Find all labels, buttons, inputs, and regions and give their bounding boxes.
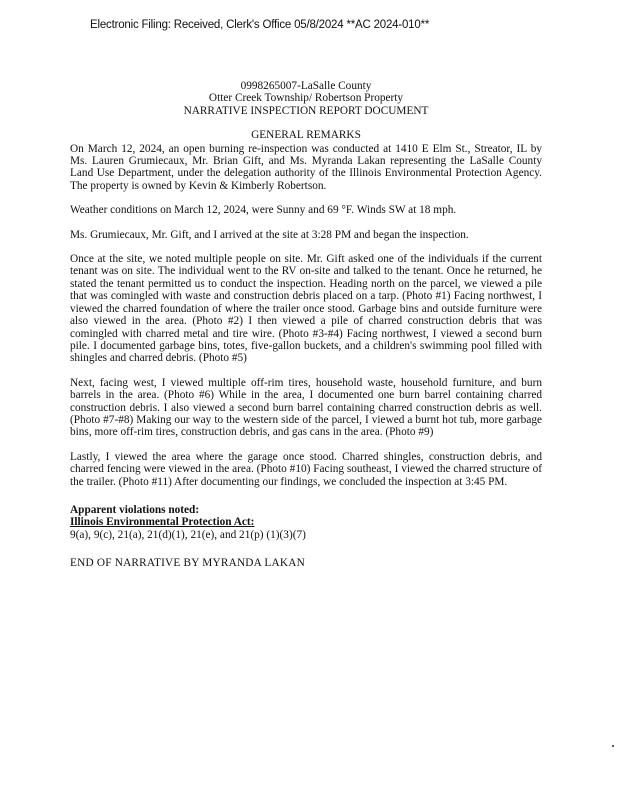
violations-sections: 9(a), 9(c), 21(a), 21(d)(1), 21(e), and 21(p) (1)(3)(7) [70,528,306,541]
paragraph-west: Next, facing west, I viewed multiple off-rim tires, household waste, household furniture, and burn barrels in the area. (Photo #6) While in the area, I documented one burn barrel containing charred construction debris. I also viewed a second burn barrel containing charred construction debris as well. (Photo #7-#8) Making our way to the western side of the parcel, I viewed a burnt hot tub, more garbage bins, more off-rim tires, construction debris, and gas cans in the area. (Photo #9) [70,376,542,439]
header-property-id: 0998265007-LaSalle County [240,80,372,92]
violations-title: Apparent violations noted: [70,503,200,516]
header-doc-title: NARRATIVE INSPECTION REPORT DOCUMENT [183,104,429,117]
violations-act: Illinois Environmental Protection Act: [70,516,255,529]
violations-block [70,504,542,541]
paragraph-intro: On March 12, 2024, an open burning re-inspection was conducted at 1410 E Elm St., Streator, IL by Ms. Lauren Grumiecaux, Mr. Brian Gift, and Ms. Myranda Lakan representing the LaSalle County Land Use Department, under the delegation authority of the Illinois Environmental Protection Agency. The property is owned by Kevin & Kimberly Robertson. [70,142,542,192]
paragraph-on-site: Once at the site, we noted multiple people on site. Mr. Gift asked one of the individuals if the current tenant was on site. The individual went to the RV on-site and talked to the tenant. Once he returned, he stated the tenant permitted us to conduct the inspection. Heading north on the parcel, we viewed a pile that was comingled with waste and construction debris placed on a tarp. (Photo #1) Facing northwest, I viewed the charred foundation of where the trailer once stood. Garbage bins and outside furniture were also viewed in the area. (Photo #2) I then viewed a pile of charred construction debris that was comingled with charred metal and tire wire. (Photo #3-#4) Facing northwest, I viewed a second burn pile. I documented garbage bins, totes, five-gallon buckets, and a children's swimming pool filled with shingles and charred debris. (Photo #5) [70,253,542,365]
paragraph-lastly: Lastly, I viewed the area where the garage once stood. Charred shingles, construction debris, and charred fencing were viewed in the area. (Photo #10) Facing southeast, I viewed the charred structure of the trailer. (Photo #11) After documenting our findings, we concluded the inspection at 3:45 PM. [70,450,542,488]
paragraph-arrival: Ms. Grumiecaux, Mr. Gift, and I arrived at the site at 3:28 PM and began the inspection. [70,228,469,241]
filing-stamp: Electronic Filing: Received, Clerk's Office 05/8/2024 **AC 2024-010** [90,19,430,31]
header-township: Otter Creek Township/ Robertson Property [208,92,404,105]
section-title: GENERAL REMARKS [251,129,361,142]
report-document [70,80,542,570]
paragraph-weather: Weather conditions on March 12, 2024, were Sunny and 69 °F. Winds SW at 18 mph. [70,204,457,217]
scan-speck [612,745,614,747]
closing-line: END OF NARRATIVE BY MYRANDA LAKAN [70,557,305,570]
report-header [70,80,542,117]
